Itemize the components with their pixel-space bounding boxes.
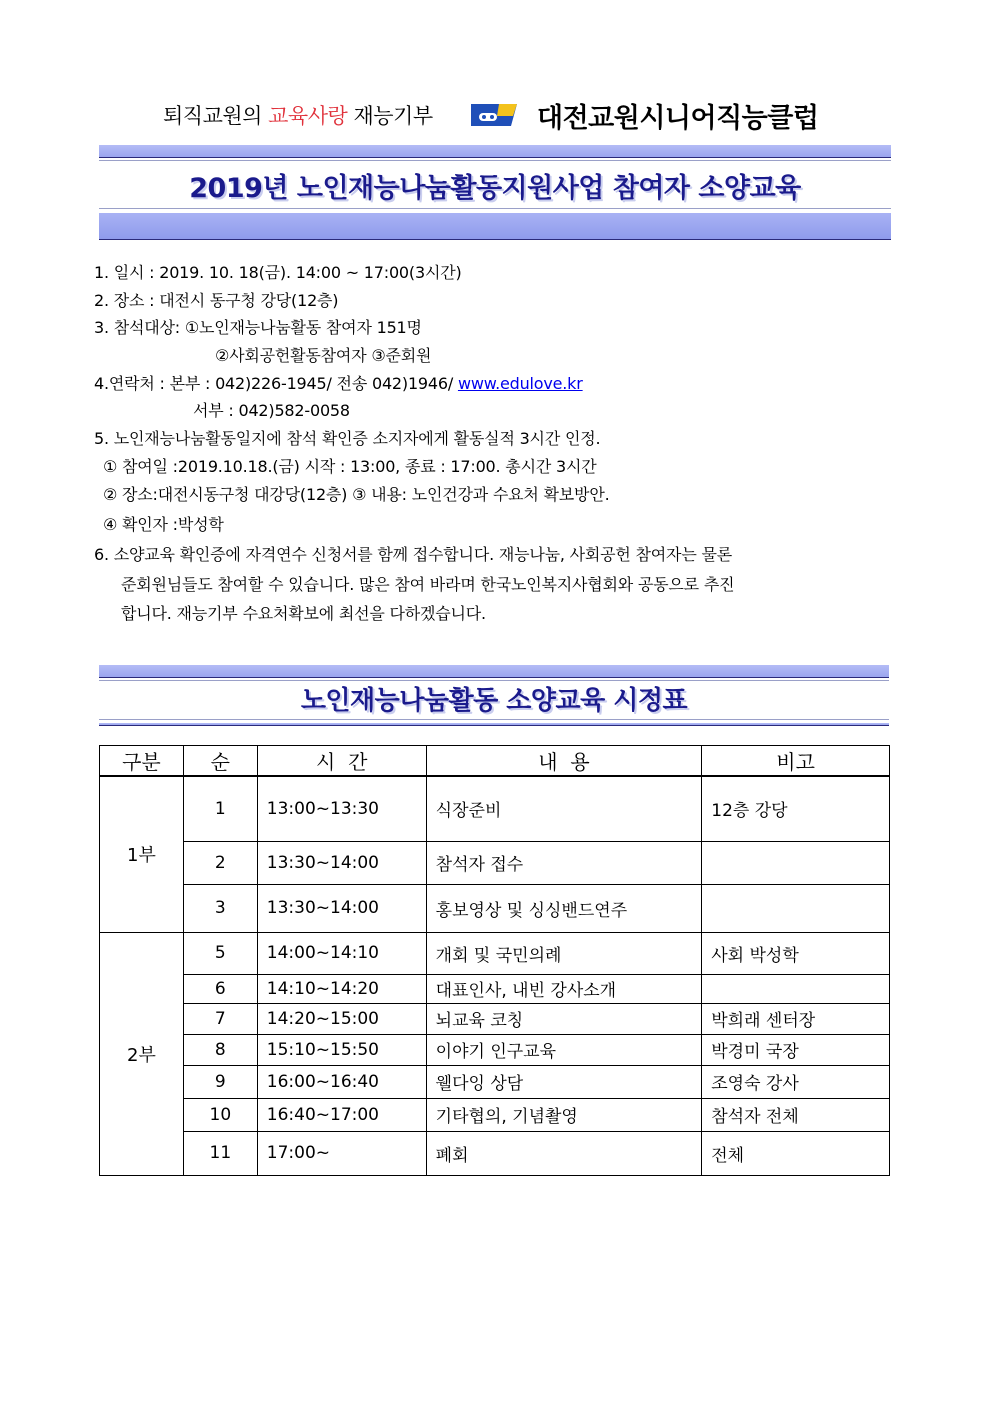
content-cell: 폐회 — [426, 1131, 702, 1175]
part-cell: 1부 — [100, 776, 184, 932]
header-lead-prefix: 퇴직교원의 — [163, 104, 262, 128]
content-cell: 식장준비 — [426, 776, 702, 841]
table-row — [100, 1003, 890, 1034]
order-cell: 7 — [183, 1003, 257, 1034]
header-cell: 비고 — [702, 746, 890, 777]
schedule-band-top — [99, 665, 889, 678]
info-activity: 5. 노인재능나눔활동일지에 참석 확인증 소지자에게 활동실적 3시간 인정. — [94, 429, 601, 448]
time-cell: 13:30~14:00 — [257, 884, 426, 932]
info-contact — [94, 371, 583, 394]
header-lead-suffix: 재능기부 — [353, 104, 433, 128]
content-cell: 대표인사, 내빈 강사소개 — [426, 974, 702, 1003]
table-row — [100, 1131, 890, 1175]
content-cell: 웰다잉 상담 — [426, 1065, 702, 1098]
time-cell: 17:00~ — [257, 1131, 426, 1175]
title-band-rule — [99, 208, 891, 209]
schedule-band-rule — [99, 719, 889, 720]
club-logo-icon — [469, 102, 519, 128]
time-cell: 13:30~14:00 — [257, 841, 426, 884]
order-cell: 3 — [183, 884, 257, 932]
info-notice-line3: 합니다. 재능기부 수요처확보에 최선을 다하겠습니다. — [121, 604, 486, 623]
schedule-band-bottom — [99, 723, 889, 726]
time-cell: 16:00~16:40 — [257, 1065, 426, 1098]
info-place: 2. 장소 : 대전시 동구청 강당(12층) — [94, 291, 339, 310]
order-cell: 2 — [183, 841, 257, 884]
document-title: 2019년 노인재능나눔활동지원사업 참여자 소양교육 — [189, 173, 801, 204]
content-cell: 개회 및 국민의례 — [426, 932, 702, 974]
order-cell: 5 — [183, 932, 257, 974]
info-contact-west: 서부 : 042)582-0058 — [193, 401, 350, 420]
content-cell: 홍보영상 및 싱싱밴드연주 — [426, 884, 702, 932]
order-cell: 10 — [183, 1098, 257, 1131]
club-name: 대전교원시니어직능클럽 — [537, 103, 819, 134]
order-cell: 6 — [183, 974, 257, 1003]
info-notice-line2: 준회원님들도 참여할 수 있습니다. 많은 참여 바라며 한국노인복지사협회와 공동으로 추진 — [121, 575, 735, 594]
info-date: 1. 일시 : 2019. 10. 18(금). 14:00 ~ 17:00(3시간) — [94, 263, 462, 282]
time-cell: 14:10~14:20 — [257, 974, 426, 1003]
schedule-title: 노인재능나눔활동 소양교육 시정표 — [300, 686, 688, 716]
content-cell: 참석자 접수 — [426, 841, 702, 884]
header-cell: 시 간 — [257, 746, 426, 777]
order-cell: 11 — [183, 1131, 257, 1175]
note-cell: 전체 — [702, 1131, 890, 1175]
table-row — [100, 884, 890, 932]
order-cell: 1 — [183, 776, 257, 841]
time-cell: 14:00~14:10 — [257, 932, 426, 974]
info-activity-confirmer: ④ 확인자 :박성학 — [103, 515, 224, 534]
table-row — [100, 932, 890, 974]
table-row — [100, 1034, 890, 1065]
title-band-top — [99, 145, 891, 158]
table-row — [100, 841, 890, 884]
note-cell: 참석자 전체 — [702, 1098, 890, 1131]
info-activity-date: ① 참여일 :2019.10.18.(금) 시작 : 13:00, 종료 : 17:00. 총시간 3시간 — [103, 457, 597, 476]
header-cell: 구분 — [100, 746, 184, 777]
note-cell: 사회 박성학 — [702, 932, 890, 974]
note-cell: 12층 강당 — [702, 776, 890, 841]
part-cell: 2부 — [100, 932, 184, 1175]
info-target-extra: ②사회공헌활동참여자 ③준회원 — [215, 346, 432, 365]
content-cell: 뇌교육 코칭 — [426, 1003, 702, 1034]
table-row — [100, 974, 890, 1003]
time-cell: 13:00~13:30 — [257, 776, 426, 841]
header-cell: 순 — [183, 746, 257, 777]
info-activity-place: ② 장소:대전시동구청 대강당(12층) ③ 내용: 노인건강과 수요처 확보방안. — [103, 485, 610, 504]
website-link[interactable]: www.edulove.kr — [457, 374, 583, 393]
note-cell — [702, 884, 890, 932]
time-cell: 14:20~15:00 — [257, 1003, 426, 1034]
header-lead-highlight: 교육사랑 — [268, 104, 348, 128]
content-cell: 기타협의, 기념촬영 — [426, 1098, 702, 1131]
note-cell: 조영숙 강사 — [702, 1065, 890, 1098]
header-lead — [163, 100, 433, 130]
title-band-rule — [99, 160, 891, 161]
title-band-bottom — [99, 213, 891, 240]
order-cell: 9 — [183, 1065, 257, 1098]
table-row — [100, 1065, 890, 1098]
note-cell: 박희래 센터장 — [702, 1003, 890, 1034]
time-cell: 16:40~17:00 — [257, 1098, 426, 1131]
table-row — [100, 776, 890, 841]
table-header-row — [100, 746, 890, 777]
content-cell: 이야기 인구교육 — [426, 1034, 702, 1065]
page-header — [0, 92, 992, 138]
order-cell: 8 — [183, 1034, 257, 1065]
info-notice-line1: 6. 소양교육 확인증에 자격연수 신청서를 함께 접수합니다. 재능나눔, 사회공헌 참여자는 물론 — [94, 545, 732, 564]
time-cell: 15:10~15:50 — [257, 1034, 426, 1065]
info-target: 3. 참석대상: ①노인재능나눔활동 참여자 151명 — [94, 318, 422, 337]
info-contact-text: 4.연락처 : 본부 : 042)226-1945/ 전송 042)1946/ — [94, 374, 458, 393]
note-cell — [702, 974, 890, 1003]
schedule-table — [99, 745, 890, 1176]
header-cell: 내 용 — [426, 746, 702, 777]
table-row — [100, 1098, 890, 1131]
note-cell — [702, 841, 890, 884]
note-cell: 박경미 국장 — [702, 1034, 890, 1065]
